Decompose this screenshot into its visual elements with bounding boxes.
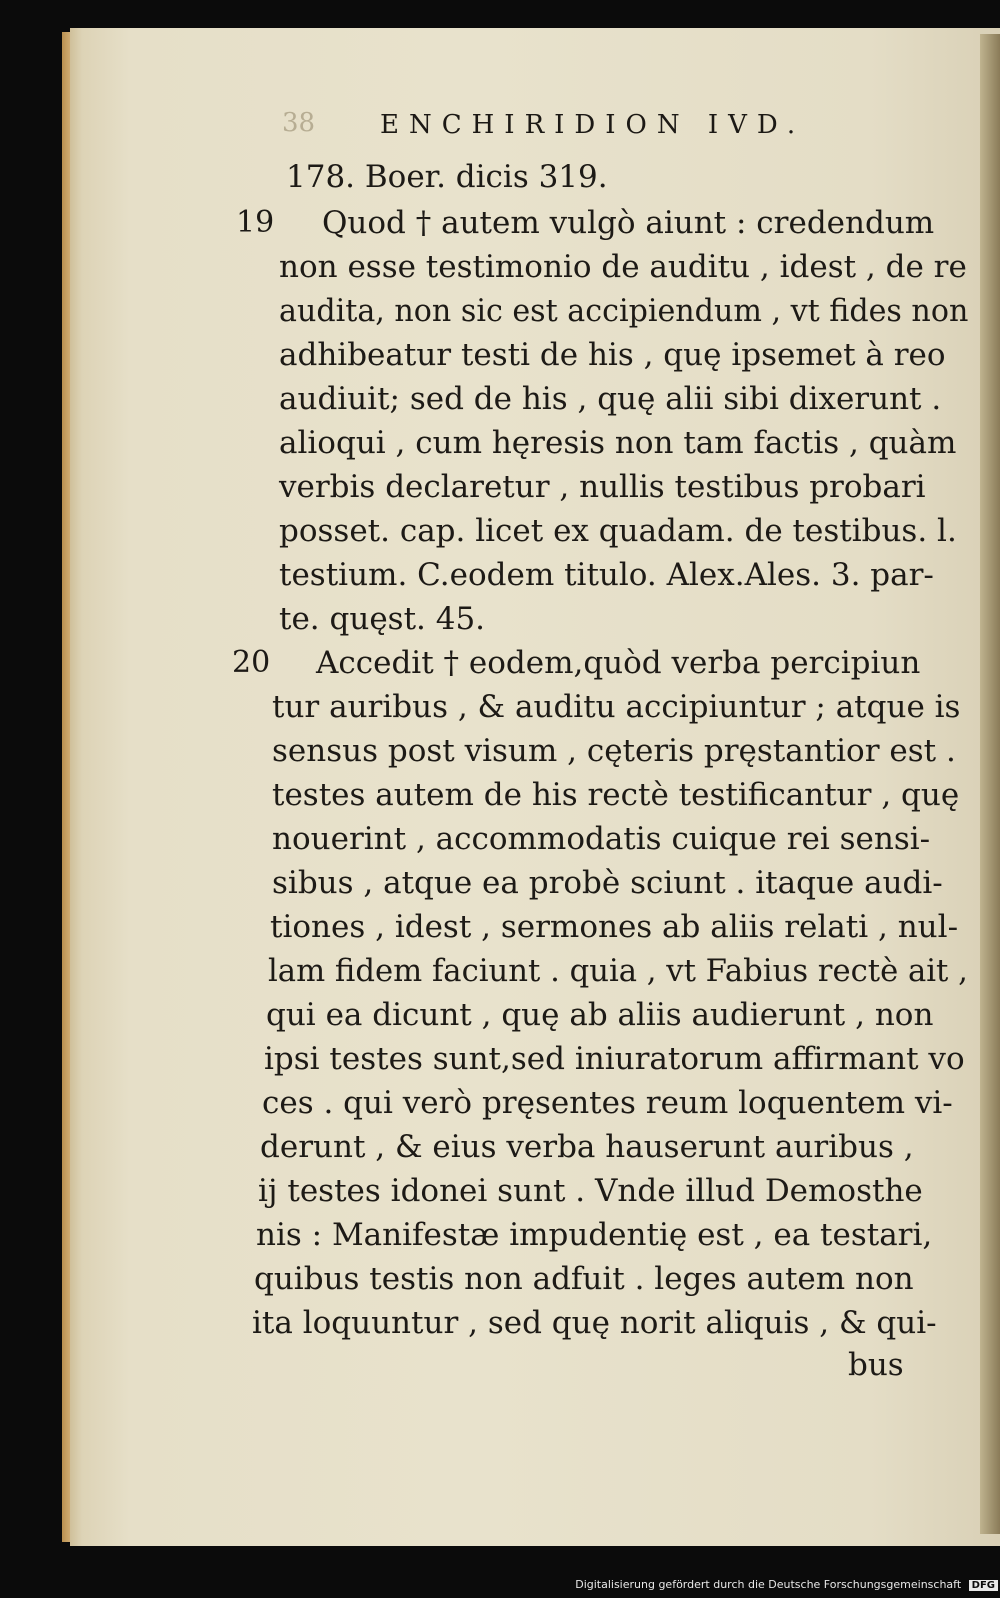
dfg-logo-icon: DFG [969,1580,998,1591]
digitization-footer [520,1578,998,1596]
text-line: adhibeatur testi de his , quę ipsemet à reo [279,337,946,373]
text-line: ces . qui verò pręsentes reum loquentem vi- [262,1085,953,1121]
text-line: ita loquuntur , sed quę norit aliquis , & qui- [252,1305,937,1341]
text-line: testium. C.eodem titulo. Alex.Ales. 3. par- [279,557,934,593]
continued-line: 178. Boer. dicis 319. [286,159,608,195]
text-line: sibus , atque ea probè sciunt . itaque audi- [272,865,943,901]
text-line: Accedit † eodem,quòd verba percipiun [316,645,921,681]
text-line: sensus post visum , cęteris pręstantior est . [272,733,956,769]
text-line: quibus testis non adfuit . leges autem non [254,1261,914,1297]
faint-page-number: 38 [282,108,316,138]
text-line: te. quęst. 45. [279,601,486,637]
text-line: ij testes idonei sunt . Vnde illud Demosthe [258,1173,923,1209]
text-line: testes autem de his rectè testificantur , quę [272,777,960,813]
paragraph-marker: 19 [236,205,275,240]
text-line: qui ea dicunt , quę ab aliis audierunt , non [266,997,934,1033]
text-line: posset. cap. licet ex quadam. de testibus. l. [279,513,957,549]
text-line: derunt , & eius verba hauserunt auribus , [260,1129,914,1165]
text-line: alioqui , cum hęresis non tam factis , quàm [279,425,957,461]
text-line: non esse testimonio de auditu , idest , de re [279,249,967,285]
text-line: lam fidem faciunt . quia , vt Fabius rectè ait , [268,953,968,989]
paragraph-marker: 20 [232,645,271,680]
catchword: bus [848,1347,904,1383]
text-line: tiones , idest , sermones ab aliis relati , nul- [270,909,959,945]
text-line: nis : Manifestæ impudentię est , ea testari, [256,1217,933,1253]
footer-text: Digitalisierung gefördert durch die Deutsche Forschungsgemeinschaft [575,1578,962,1591]
text-line: audiuit; sed de his , quę alii sibi dixerunt . [279,381,942,417]
text-line: nouerint , accommodatis cuique rei sensi- [272,821,931,857]
running-head: ENCHIRIDION IVD. [380,110,806,140]
text-line: verbis declaretur , nullis testibus probari [279,469,926,505]
text-line: ipsi testes sunt,sed iniuratorum affirmant vo [264,1041,965,1077]
text-line: tur auribus , & auditu accipiuntur ; atque is [272,689,961,725]
text-line: Quod † autem vulgò aiunt : credendum [322,205,935,241]
text-line: audita, non sic est accipiendum , vt fides non [279,293,969,329]
